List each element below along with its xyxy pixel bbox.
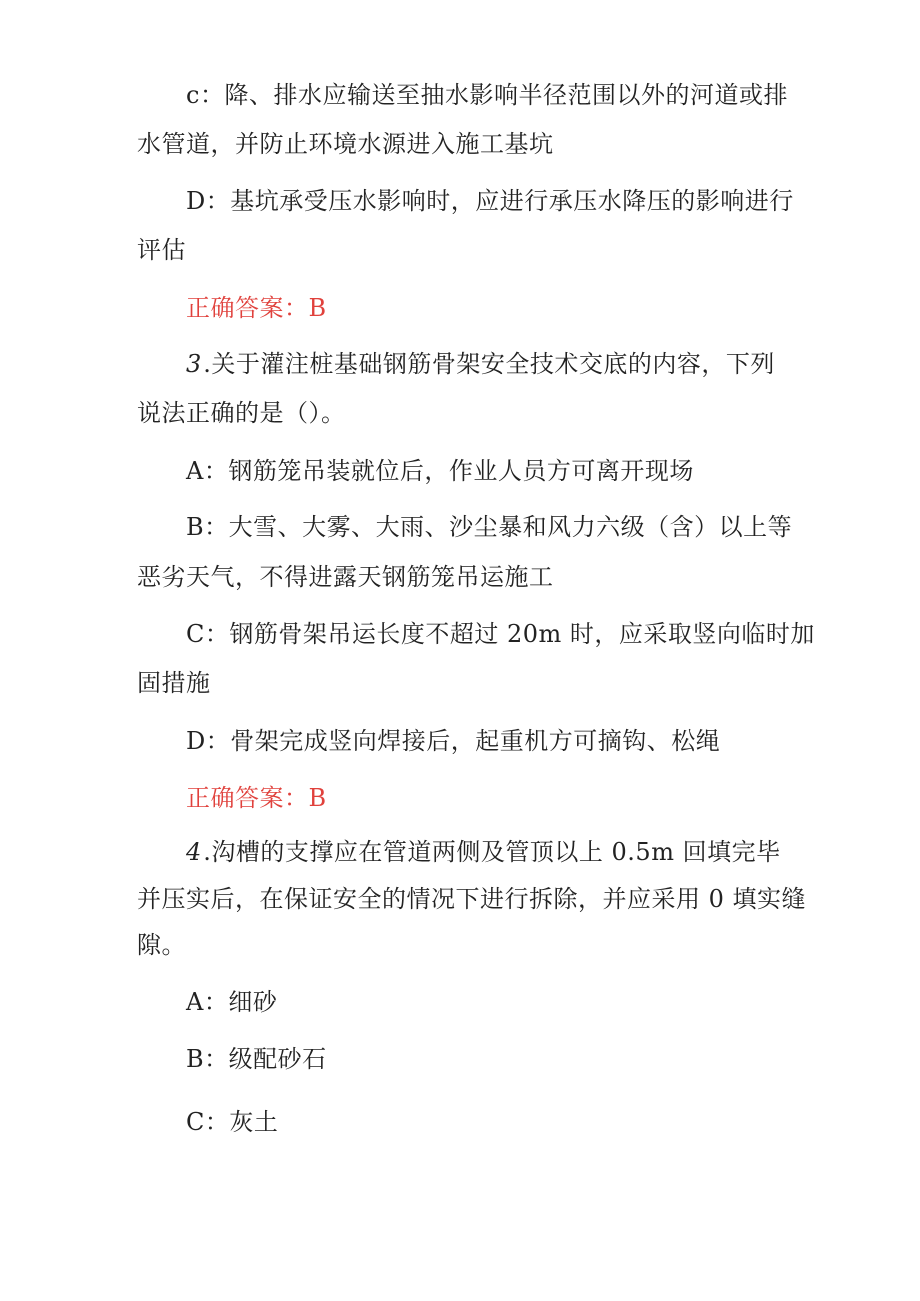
q3-option-a: A：钢筋笼吊装就位后，作业人员方可离开现场 <box>186 457 694 485</box>
q2-option-c-line1: c：降、排水应输送至抽水影响半径范围以外的河道或排 <box>186 81 788 109</box>
q3-option-d: D：骨架完成竖向焊接后，起重机方可摘钩、松绳 <box>186 727 721 755</box>
q3-answer: 正确答案：B <box>186 784 327 812</box>
q4-option-c: C：灰土 <box>186 1108 279 1136</box>
q3-number: 3 <box>186 350 204 378</box>
q3-option-b-line1: B：大雪、大雾、大雨、沙尘暴和风力六级（含）以上等 <box>186 513 793 541</box>
q4-stem-line3: 隙。 <box>137 931 186 959</box>
q2-option-d-line1: D：基坑承受压水影响时，应进行承压水降压的影响进行 <box>186 187 794 215</box>
q3-option-c-line1: C：钢筋骨架吊运长度不超过 20m 时，应采取竖向临时加 <box>186 620 815 648</box>
q2-option-c-line2: 水管道，并防止环境水源进入施工基坑 <box>137 130 554 158</box>
q3-option-c-line2: 固措施 <box>137 669 211 697</box>
q4-stem-text: .沟槽的支撑应在管道两侧及管顶以上 0.5m 回填完毕 <box>203 838 781 866</box>
q3-stem-line1 <box>186 349 775 379</box>
q4-stem-line1 <box>186 837 781 867</box>
q4-option-a: A：细砂 <box>186 988 278 1016</box>
q2-answer: 正确答案：B <box>186 294 327 322</box>
q3-option-b-line2: 恶劣天气，不得进露天钢筋笼吊运施工 <box>137 563 554 591</box>
q4-option-b: B：级配砂石 <box>186 1045 327 1073</box>
q4-number: 4 <box>186 838 204 866</box>
q3-stem-line2: 说法正确的是（）。 <box>137 399 346 427</box>
q2-option-d-line2: 评估 <box>137 236 186 264</box>
q4-stem-line2: 并压实后，在保证安全的情况下进行拆除，并应采用 0 填实缝 <box>137 885 807 913</box>
q3-stem-text: .关于灌注桩基础钢筋骨架安全技术交底的内容，下列 <box>203 350 775 378</box>
